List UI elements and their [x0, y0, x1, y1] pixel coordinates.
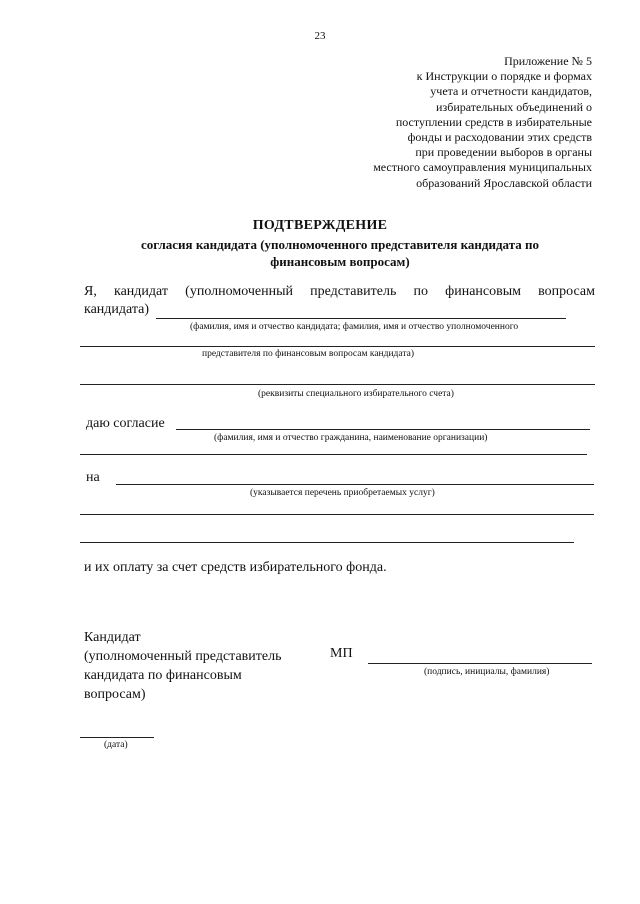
intro-line-1 — [84, 284, 595, 300]
date-field[interactable] — [80, 737, 154, 738]
candidate-name-field-cont[interactable] — [80, 346, 595, 347]
appendix-line: избирательных объединений о — [436, 99, 592, 114]
services-field-cont-1[interactable] — [80, 514, 594, 515]
page-number: 23 — [314, 30, 326, 42]
document-subtitle — [70, 236, 610, 270]
stamp-label: МП — [330, 646, 353, 661]
role-line: кандидата по финансовым — [84, 668, 242, 683]
signature-field[interactable] — [368, 663, 592, 664]
signatory-role — [84, 628, 281, 704]
role-line: (уполномоченный представитель — [84, 649, 282, 664]
appendix-line: при проведении выборов в органы — [415, 145, 592, 160]
intro-word: кандидат — [114, 284, 169, 299]
organization-field[interactable] — [176, 429, 590, 430]
payment-text: и их оплату за счет средств избирательного фонда. — [84, 560, 387, 575]
appendix-line: Приложение № 5 — [504, 54, 592, 68]
hint-organization: (фамилия, имя и отчество гражданина, наименование организации) — [214, 433, 488, 443]
appendix-line: учета и отчетности кандидатов, — [430, 84, 592, 99]
appendix-line: образований Ярославской области — [416, 175, 592, 190]
hint-services: (указывается перечень приобретаемых услуг) — [250, 488, 435, 498]
services-field[interactable] — [116, 484, 594, 485]
intro-word: представитель — [310, 284, 397, 299]
role-line: вопросам) — [84, 687, 146, 702]
organization-field-cont[interactable] — [80, 454, 587, 455]
subtitle-line-1: согласия кандидата (уполномоченного представителя кандидата по — [140, 237, 539, 252]
appendix-line: местного самоуправления муниципальных — [373, 160, 592, 175]
intro-word: (уполномоченный — [185, 284, 293, 299]
hint-signature: (подпись, инициалы, фамилия) — [424, 667, 550, 677]
intro-word: финансовым — [445, 284, 521, 299]
appendix-line: поступлении средств в избирательные — [395, 114, 592, 129]
hint-date: (дата) — [104, 740, 128, 750]
hint-name-2: представителя по финансовым вопросам кандидата) — [202, 349, 415, 359]
appendix-header — [332, 54, 592, 191]
intro-word: вопросам — [538, 284, 595, 299]
candidate-name-field[interactable] — [156, 318, 566, 319]
appendix-line: фонды и расходовании этих средств — [407, 130, 592, 145]
services-field-cont-2[interactable] — [80, 542, 574, 543]
intro-word: Я, — [84, 284, 97, 299]
document-title: ПОДТВЕРЖДЕНИЕ — [252, 218, 388, 233]
role-line: Кандидат — [84, 630, 141, 645]
on-label: на — [86, 470, 100, 485]
hint-account: (реквизиты специального избирательного счета) — [258, 389, 454, 399]
intro-line-2: кандидата) — [84, 302, 150, 317]
appendix-line: к Инструкции о порядке и формах — [416, 69, 592, 84]
subtitle-line-2: финансовым вопросам) — [270, 254, 410, 269]
hint-name-1: (фамилия, имя и отчество кандидата; фамилия, имя и отчество уполномоченного — [190, 322, 519, 332]
consent-label: даю согласие — [86, 416, 165, 431]
intro-word: по — [413, 284, 428, 299]
account-details-field[interactable] — [80, 384, 595, 385]
